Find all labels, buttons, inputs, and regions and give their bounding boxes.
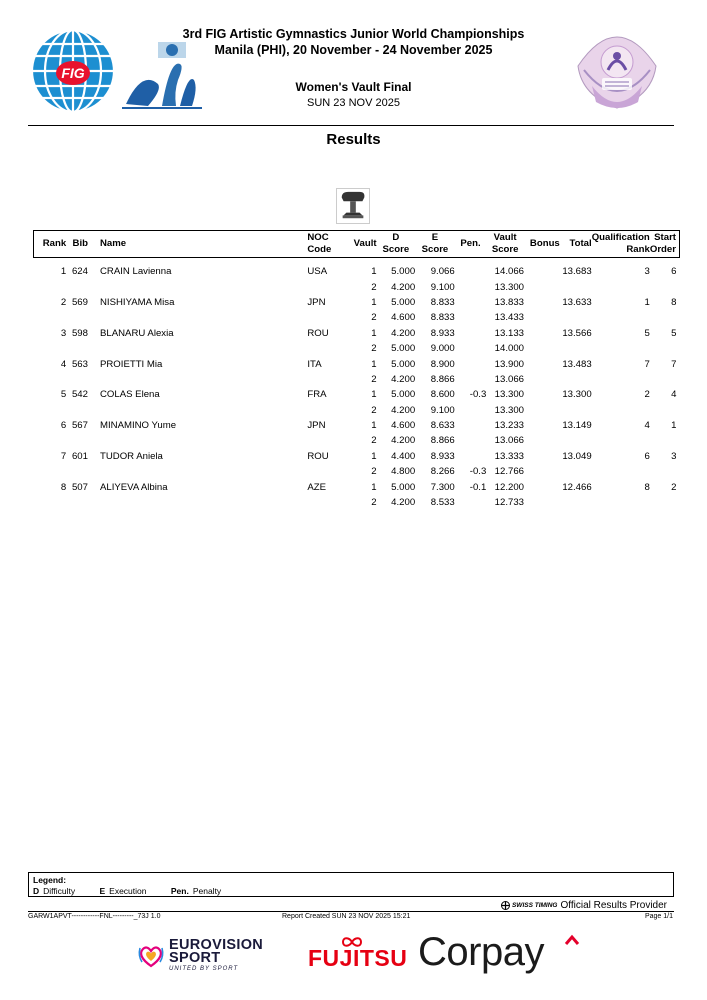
total-cell [560,495,592,510]
eurovision-heart-icon [137,942,165,970]
d-score-cell: 4.200 [391,327,416,339]
rank-cell: 8 [60,481,67,493]
penalty-cell [455,341,487,356]
rank-cell [34,434,67,449]
table-row-second-vault [34,434,680,449]
fig-logo-text: FIG [61,65,85,81]
bib-cell [66,403,94,418]
table-row-second-vault [34,280,680,295]
name-cell [94,465,307,480]
bib-cell [66,465,94,480]
e-score-cell: 9.000 [430,343,455,355]
noc-cell: ROU [307,327,329,339]
table-header-row [34,231,680,258]
name-cell: TUDOR Aniela [99,450,163,462]
d-score-cell: 5.000 [391,296,416,308]
noc-cell [307,341,337,356]
penalty-cell [455,418,487,433]
vault-score-cell: 13.066 [494,373,524,385]
vault-number-cell: 2 [371,497,377,509]
vault-apparatus-icon [336,188,370,224]
e-score-cell: 8.833 [430,296,455,308]
vault-number-cell: 2 [371,435,377,447]
penalty-cell [455,265,487,280]
e-score-cell: 8.933 [430,450,455,462]
d-score-cell: 4.200 [391,281,416,293]
rank-cell [34,495,67,510]
vault-score-cell: 13.300 [494,389,524,401]
corpay-wordmark: Corpay [418,930,544,974]
total-cell: 13.683 [562,266,592,278]
report-code: GARW1APVT------------FNL---------_73J 1.0 [28,913,161,920]
legend [28,872,674,897]
col-header-qualification-rank: Qualification Rank [592,231,650,258]
total-cell: 13.049 [562,450,592,462]
qualification-rank-cell: 5 [644,327,650,339]
name-cell: PROIETTI Mia [99,358,163,370]
noc-cell: USA [307,266,328,278]
start-order-cell [650,495,680,510]
vault-score-cell: 13.233 [494,420,524,432]
vault-score-cell: 13.300 [494,281,524,293]
penalty-cell [455,449,487,464]
vault-score-cell: 12.200 [494,481,524,493]
rank-cell: 2 [60,296,67,308]
provider-label: Official Results Provider [560,900,667,911]
noc-cell: ROU [307,450,329,462]
start-order-cell: 6 [671,266,677,278]
qualification-rank-cell [592,403,650,418]
qualification-rank-cell [592,341,650,356]
d-score-cell: 5.000 [391,481,416,493]
start-order-cell [650,434,680,449]
total-cell [560,311,592,326]
qualification-rank-cell [592,465,650,480]
start-order-cell [650,465,680,480]
e-score-cell: 7.300 [430,481,455,493]
qualification-rank-cell: 1 [644,296,650,308]
penalty-cell: -0.1 [469,481,487,493]
table-row-second-vault [34,465,680,480]
col-header-vault: Vault [337,231,376,258]
bonus-cell [524,311,560,326]
name-cell [94,495,307,510]
bib-cell [66,372,94,387]
vault-number-cell: 1 [371,358,377,370]
vault-number-cell: 2 [371,281,377,293]
total-cell [560,403,592,418]
noc-cell [307,495,337,510]
col-header-vault-score: Vault Score [486,231,524,258]
name-cell [94,280,307,295]
penalty-cell [455,434,487,449]
page-number: Page 1/1 [644,913,673,920]
table-row-second-vault [34,311,680,326]
table-spacer [34,258,680,265]
total-cell [560,434,592,449]
e-score-cell: 9.100 [430,404,455,416]
penalty-cell: -0.3 [469,389,487,401]
fig-logo [30,28,116,114]
bonus-cell [524,280,560,295]
rank-cell [34,341,67,356]
legend-item-execution: E Execution [99,886,147,896]
bib-cell [66,434,94,449]
total-cell: 13.483 [562,358,592,370]
qualification-rank-cell: 2 [644,389,650,401]
start-order-cell: 8 [671,296,677,308]
eurovision-wordmark: EUROVISION [169,937,264,953]
penalty-cell [455,280,487,295]
bib-cell: 601 [71,450,88,462]
e-score-cell: 8.633 [430,420,455,432]
total-cell [560,280,592,295]
bonus-cell [524,465,560,480]
d-score-cell: 4.600 [391,312,416,324]
bib-cell: 507 [71,481,88,493]
noc-cell: JPN [307,296,326,308]
vault-number-cell: 2 [371,373,377,385]
noc-cell [307,434,337,449]
vault-score-cell: 14.066 [494,266,524,278]
noc-cell: ITA [307,358,322,370]
page-title: Results [326,131,381,148]
bib-cell [66,341,94,356]
penalty-cell [455,403,487,418]
table-row [34,295,680,310]
e-score-cell: 8.833 [430,312,455,324]
bonus-cell [524,295,560,310]
rank-cell [34,403,67,418]
name-cell: ALIYEVA Albina [99,481,168,493]
bonus-cell [524,480,560,495]
noc-cell [307,280,337,295]
sponsor-corpay [418,930,588,978]
table-row-second-vault [34,341,680,356]
swiss-timing-icon [501,901,510,910]
table-row-second-vault [34,403,680,418]
total-cell: 13.300 [562,389,592,401]
table-row [34,326,680,341]
event-date: SUN 23 NOV 2025 [307,97,400,109]
bonus-cell [524,357,560,372]
penalty-cell [455,326,487,341]
bonus-cell [524,449,560,464]
d-score-cell: 4.400 [391,450,416,462]
vault-score-cell: 13.066 [494,435,524,447]
col-header-bonus: Bonus [524,231,560,258]
start-order-cell [650,403,680,418]
noc-cell [307,311,337,326]
name-cell: MINAMINO Yume [99,420,177,432]
name-cell [94,341,307,356]
bonus-cell [524,434,560,449]
eurovision-tagline: UNITED BY SPORT [169,966,239,972]
qualification-rank-cell [592,495,650,510]
d-score-cell: 5.000 [391,343,416,355]
championship-title: 3rd FIG Artistic Gymnastics Junior World Championships [182,27,525,41]
vault-number-cell: 2 [371,312,377,324]
col-header-bib: Bib [66,231,94,258]
table-row [34,480,680,495]
e-score-cell: 8.933 [430,327,455,339]
start-order-cell [650,311,680,326]
col-header-noc: NOC Code [307,231,337,258]
vault-number-cell: 2 [371,404,377,416]
legend-items [33,886,243,896]
vault-number-cell: 1 [371,266,377,278]
table-row [34,449,680,464]
legend-title: Legend: [33,875,67,885]
noc-cell [307,465,337,480]
vault-score-cell: 13.833 [494,296,524,308]
qualification-rank-cell: 8 [644,481,650,493]
d-score-cell: 4.800 [391,466,416,478]
e-score-cell: 8.900 [430,358,455,370]
rank-cell: 5 [60,389,67,401]
col-header-name: Name [94,231,307,258]
penalty-cell [455,357,487,372]
vault-number-cell: 1 [371,420,377,432]
start-order-cell: 3 [671,450,677,462]
vault-score-cell: 13.333 [494,450,524,462]
table-row-second-vault [34,372,680,387]
vault-number-cell: 1 [371,450,377,462]
qualification-rank-cell [592,434,650,449]
d-score-cell: 5.000 [391,266,416,278]
corpay-caret-icon [564,934,580,946]
e-score-cell: 9.100 [430,281,455,293]
table-row [34,357,680,372]
swiss-timing-logo: SWISS TIMING [501,901,558,910]
total-cell: 13.566 [562,327,592,339]
rank-cell [34,465,67,480]
vault-number-cell: 2 [371,343,377,355]
noc-cell: FRA [307,389,327,401]
bib-cell: 563 [71,358,88,370]
name-cell [94,372,307,387]
table-row [34,265,680,280]
total-cell: 13.149 [562,420,592,432]
name-cell [94,434,307,449]
bib-cell [66,280,94,295]
col-header-total: Total [560,231,592,258]
championship-location-dates: Manila (PHI), 20 November - 24 November 2025 [214,43,493,57]
vault-score-cell: 13.900 [494,358,524,370]
vault-score-cell: 13.433 [494,312,524,324]
qualification-rank-cell [592,311,650,326]
d-score-cell: 4.200 [391,497,416,509]
event-name: Women's Vault Final [295,80,412,94]
total-cell: 12.466 [562,481,592,493]
name-cell [94,403,307,418]
e-score-cell: 8.866 [430,435,455,447]
vault-score-cell: 12.766 [494,466,524,478]
name-cell: COLAS Elena [99,389,160,401]
bonus-cell [524,341,560,356]
start-order-cell [650,372,680,387]
qualification-rank-cell: 4 [644,420,650,432]
d-score-cell: 4.600 [391,420,416,432]
col-header-d-score: D Score [377,231,416,258]
bonus-cell [524,326,560,341]
bonus-cell [524,265,560,280]
bib-cell: 569 [71,296,88,308]
name-cell: BLANARU Alexia [99,327,174,339]
penalty-cell [455,295,487,310]
e-score-cell: 9.066 [430,266,455,278]
d-score-cell: 4.200 [391,404,416,416]
vault-number-cell: 1 [371,389,377,401]
start-order-cell: 1 [671,420,677,432]
noc-cell: JPN [307,420,326,432]
bonus-cell [524,495,560,510]
penalty-cell [455,495,487,510]
sponsor-eurovision-sport [137,936,267,976]
table-row [34,418,680,433]
vault-number-cell: 1 [371,327,377,339]
bib-cell [66,495,94,510]
bib-cell: 567 [71,420,88,432]
rank-cell: 3 [60,327,67,339]
legend-item-difficulty: D Difficulty [33,886,76,896]
report-created: Report Created SUN 23 NOV 2025 15:21 [282,913,411,920]
qualification-rank-cell [592,280,650,295]
bonus-cell [524,418,560,433]
vault-number-cell: 2 [371,466,377,478]
rank-cell [34,280,67,295]
d-score-cell: 5.000 [391,358,416,370]
total-cell: 13.633 [562,296,592,308]
rank-cell: 4 [60,358,67,370]
qualification-rank-cell: 6 [644,450,650,462]
e-score-cell: 8.266 [430,466,455,478]
vault-number-cell: 1 [371,481,377,493]
qualification-rank-cell [592,372,650,387]
start-order-cell: 4 [671,389,677,401]
col-header-start-order: Start Order [650,231,680,258]
vault-score-cell: 13.133 [494,327,524,339]
noc-cell [307,403,337,418]
penalty-cell [455,311,487,326]
rank-cell: 6 [60,420,67,432]
bib-cell: 598 [71,327,88,339]
start-order-cell [650,280,680,295]
d-score-cell: 4.200 [391,435,416,447]
table-row-second-vault [34,495,680,510]
penalty-cell [455,372,487,387]
rank-cell: 7 [60,450,67,462]
start-order-cell: 7 [671,358,677,370]
qualification-rank-cell: 7 [644,358,650,370]
start-order-cell: 2 [671,481,677,493]
header-divider [28,125,674,126]
start-order-cell [650,341,680,356]
bib-cell: 624 [71,266,88,278]
table-row [34,388,680,403]
e-score-cell: 8.866 [430,373,455,385]
legend-item-penalty: Pen. Penalty [170,886,222,896]
footer-divider [28,911,674,912]
e-score-cell: 8.600 [430,389,455,401]
name-cell: NISHIYAMA Misa [99,296,175,308]
rank-cell [34,372,67,387]
qualification-rank-cell: 3 [644,266,650,278]
vault-score-cell: 12.733 [494,497,524,509]
bonus-cell [524,403,560,418]
vault-score-cell: 13.300 [494,404,524,416]
sponsor-fujitsu [308,936,408,976]
start-order-cell: 5 [671,327,677,339]
fujitsu-wordmark: FUJITSU [308,945,408,971]
total-cell [560,341,592,356]
rank-cell: 1 [60,266,67,278]
bib-cell [66,311,94,326]
penalty-cell: -0.3 [469,466,487,478]
results-provider [501,900,667,911]
name-cell [94,311,307,326]
col-header-rank: Rank [34,231,67,258]
sport-wordmark: SPORT [169,950,221,966]
rank-cell [34,311,67,326]
bonus-cell [524,388,560,403]
bonus-cell [524,372,560,387]
d-score-cell: 4.200 [391,373,416,385]
total-cell [560,465,592,480]
name-cell: CRAIN Lavienna [99,266,172,278]
noc-cell: AZE [307,481,327,493]
total-cell [560,372,592,387]
d-score-cell: 5.000 [391,389,416,401]
vault-score-cell: 14.000 [494,343,524,355]
col-header-e-score: E Score [415,231,455,258]
noc-cell [307,372,337,387]
bib-cell: 542 [71,389,88,401]
col-header-penalty: Pen. [455,231,487,258]
vault-number-cell: 1 [371,296,377,308]
e-score-cell: 8.533 [430,497,455,509]
results-table [33,230,680,511]
